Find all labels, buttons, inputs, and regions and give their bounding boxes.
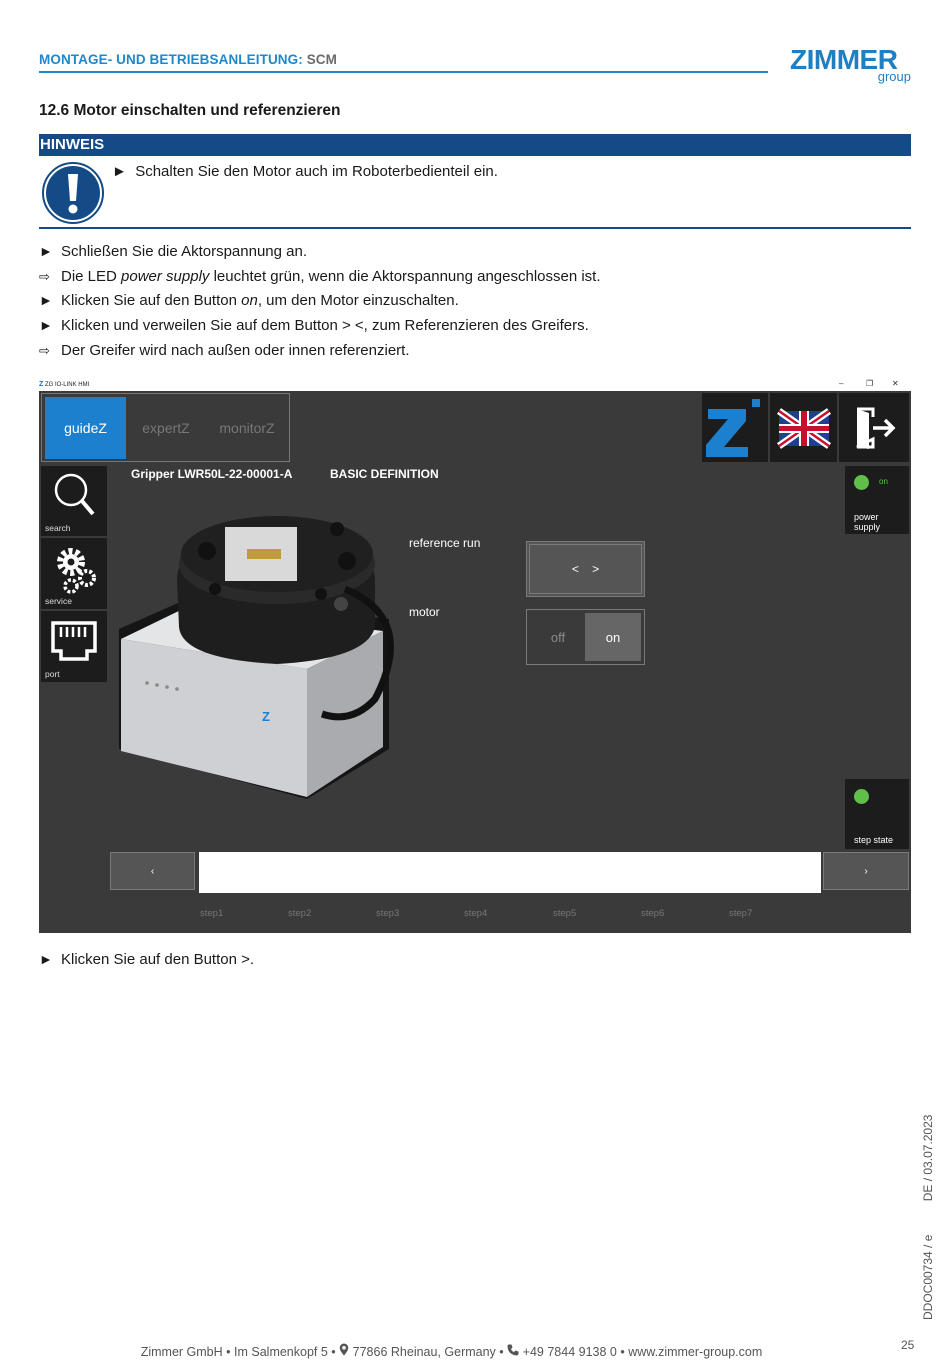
sidebar-item-label: search — [45, 523, 71, 533]
zimmer-z-icon — [702, 393, 768, 462]
note-text — [112, 163, 498, 180]
sidebar-item-service[interactable] — [41, 538, 107, 609]
tab-monitorz[interactable]: monitorZ — [219, 420, 275, 436]
gripper-product-image — [117, 509, 417, 809]
sidebar-item-label: port — [45, 669, 60, 679]
logo-main: ZIMMER — [790, 44, 898, 75]
step-item — [39, 342, 410, 359]
step-state-led — [854, 789, 869, 804]
step-label: step6 — [641, 908, 665, 919]
definition-title: BASIC DEFINITION — [330, 467, 439, 481]
step-item — [39, 268, 601, 285]
ethernet-port-icon — [41, 611, 107, 671]
footer-separator: • — [499, 1345, 504, 1359]
step-label: step1 — [200, 908, 224, 919]
section-title: 12.6 Motor einschalten und referenzieren — [39, 102, 341, 119]
motor-on-button[interactable]: on — [585, 613, 641, 661]
step-text: Schließen Sie die Aktorspannung an. — [61, 243, 307, 260]
uk-flag-icon — [770, 393, 837, 462]
minimize-icon[interactable]: – — [839, 379, 844, 388]
step-text-italic: power supply — [121, 268, 210, 285]
power-supply-led — [854, 475, 869, 490]
tab-guidez[interactable]: guideZ — [45, 397, 126, 459]
power-supply-state: on — [879, 477, 888, 486]
power-supply-tile — [845, 466, 909, 534]
step-marker: ► — [39, 317, 53, 333]
exclamation-icon — [42, 162, 104, 224]
footer-web[interactable]: www.zimmer-group.com — [628, 1345, 763, 1359]
reference-button-frame — [529, 544, 642, 594]
header-rule — [39, 71, 768, 73]
step-text-italic: on — [241, 292, 258, 309]
footer-city: 77866 Rheinau, Germany — [352, 1345, 496, 1359]
step-item — [39, 243, 307, 260]
hmi-title-text: ZG IO-LINK HMI — [44, 382, 90, 388]
hmi-screen — [39, 391, 911, 933]
phone-icon — [507, 1344, 519, 1356]
location-pin-icon — [339, 1343, 349, 1356]
close-icon[interactable]: ✕ — [892, 379, 899, 388]
step-marker: ► — [39, 292, 53, 308]
step-text: Die LED — [61, 268, 122, 285]
footer-company: Zimmer GmbH — [140, 1345, 223, 1359]
step-label: step2 — [288, 908, 312, 919]
power-supply-label — [854, 512, 880, 532]
motor-off-button[interactable]: off — [550, 629, 566, 645]
step-progress-bar — [199, 852, 821, 893]
note-heading: HINWEIS — [39, 134, 911, 156]
step-text: Klicken Sie auf den Button — [61, 292, 242, 309]
step-state-tile — [845, 779, 909, 849]
hmi-title-mark: Z — [39, 381, 44, 388]
step-item — [39, 292, 459, 309]
mode-tabs — [41, 393, 290, 462]
reference-run-label: reference run — [409, 536, 481, 550]
language-button[interactable] — [770, 393, 837, 462]
page-number: 25 — [901, 1338, 915, 1352]
zimmer-logo — [790, 44, 915, 88]
sidebar-item-search[interactable] — [41, 466, 107, 536]
document-header — [39, 52, 337, 67]
power-label-line: supply — [854, 522, 881, 532]
document-id-vertical — [921, 1115, 935, 1320]
step-marker: ► — [39, 243, 53, 259]
sidebar-item-label: service — [45, 596, 72, 606]
step-text: , um den Motor einzuschalten. — [257, 292, 459, 309]
gears-icon — [41, 538, 107, 598]
sidebar-item-port[interactable] — [41, 611, 107, 682]
device-name: Gripper LWR50L-22-00001-A — [131, 467, 293, 481]
step-text: Klicken Sie auf den Button >. — [61, 951, 255, 968]
step-label: step7 — [729, 908, 753, 919]
page-footer — [0, 1343, 903, 1359]
previous-step-button[interactable]: ‹ — [110, 852, 195, 890]
hmi-window-titlebar — [39, 378, 911, 391]
step-label: step4 — [464, 908, 488, 919]
header-title: MONTAGE- UND BETRIEBSANLEITUNG: — [39, 52, 303, 67]
step-label: step5 — [553, 908, 577, 919]
reference-run-button[interactable] — [526, 541, 645, 597]
document-id-text: DDOC00734 / e DE / 03.07.2023 — [921, 1114, 935, 1320]
footer-street: Im Salmenkopf 5 — [234, 1345, 328, 1359]
step-text: leuchtet grün, wenn die Aktorspannung angeschlossen ist. — [209, 268, 601, 285]
footer-phone: +49 7844 9138 0 — [522, 1345, 617, 1359]
step-marker: ► — [39, 951, 53, 967]
motor-toggle[interactable] — [526, 609, 645, 665]
reference-button-label: < > — [571, 562, 600, 576]
note-body: Schalten Sie den Motor auch im Roboterbedienteil ein. — [135, 163, 498, 180]
result-marker: ⇨ — [39, 269, 50, 284]
motor-label: motor — [409, 605, 440, 619]
header-doc: SCM — [306, 52, 338, 67]
footer-separator: • — [226, 1345, 231, 1359]
step-item — [39, 317, 589, 334]
magnifier-icon — [41, 466, 107, 524]
result-marker: ⇨ — [39, 343, 50, 358]
product-logo-letter: Z — [262, 709, 270, 724]
tab-expertz[interactable]: expertZ — [142, 420, 190, 436]
zimmer-tile[interactable] — [702, 393, 768, 462]
step-state-label: step state — [854, 835, 894, 845]
step-text: Der Greifer wird nach außen oder innen referenziert. — [61, 342, 410, 359]
exit-icon — [839, 393, 909, 462]
maximize-icon[interactable]: ❐ — [866, 379, 874, 388]
footer-separator: • — [331, 1345, 336, 1359]
hmi-window-title — [39, 381, 89, 388]
next-step-button[interactable]: › — [823, 852, 909, 890]
logo-sub: group — [877, 69, 911, 84]
note-rule — [39, 227, 911, 229]
footer-separator: • — [620, 1345, 625, 1359]
exit-button[interactable] — [839, 393, 909, 462]
step-item — [39, 951, 254, 968]
step-text: Klicken und verweilen Sie auf dem Button > <, zum Referenzieren des Greifers. — [61, 317, 589, 334]
step-label: step3 — [376, 908, 400, 919]
power-label-line: power — [854, 512, 879, 522]
note-marker: ► — [112, 163, 136, 180]
